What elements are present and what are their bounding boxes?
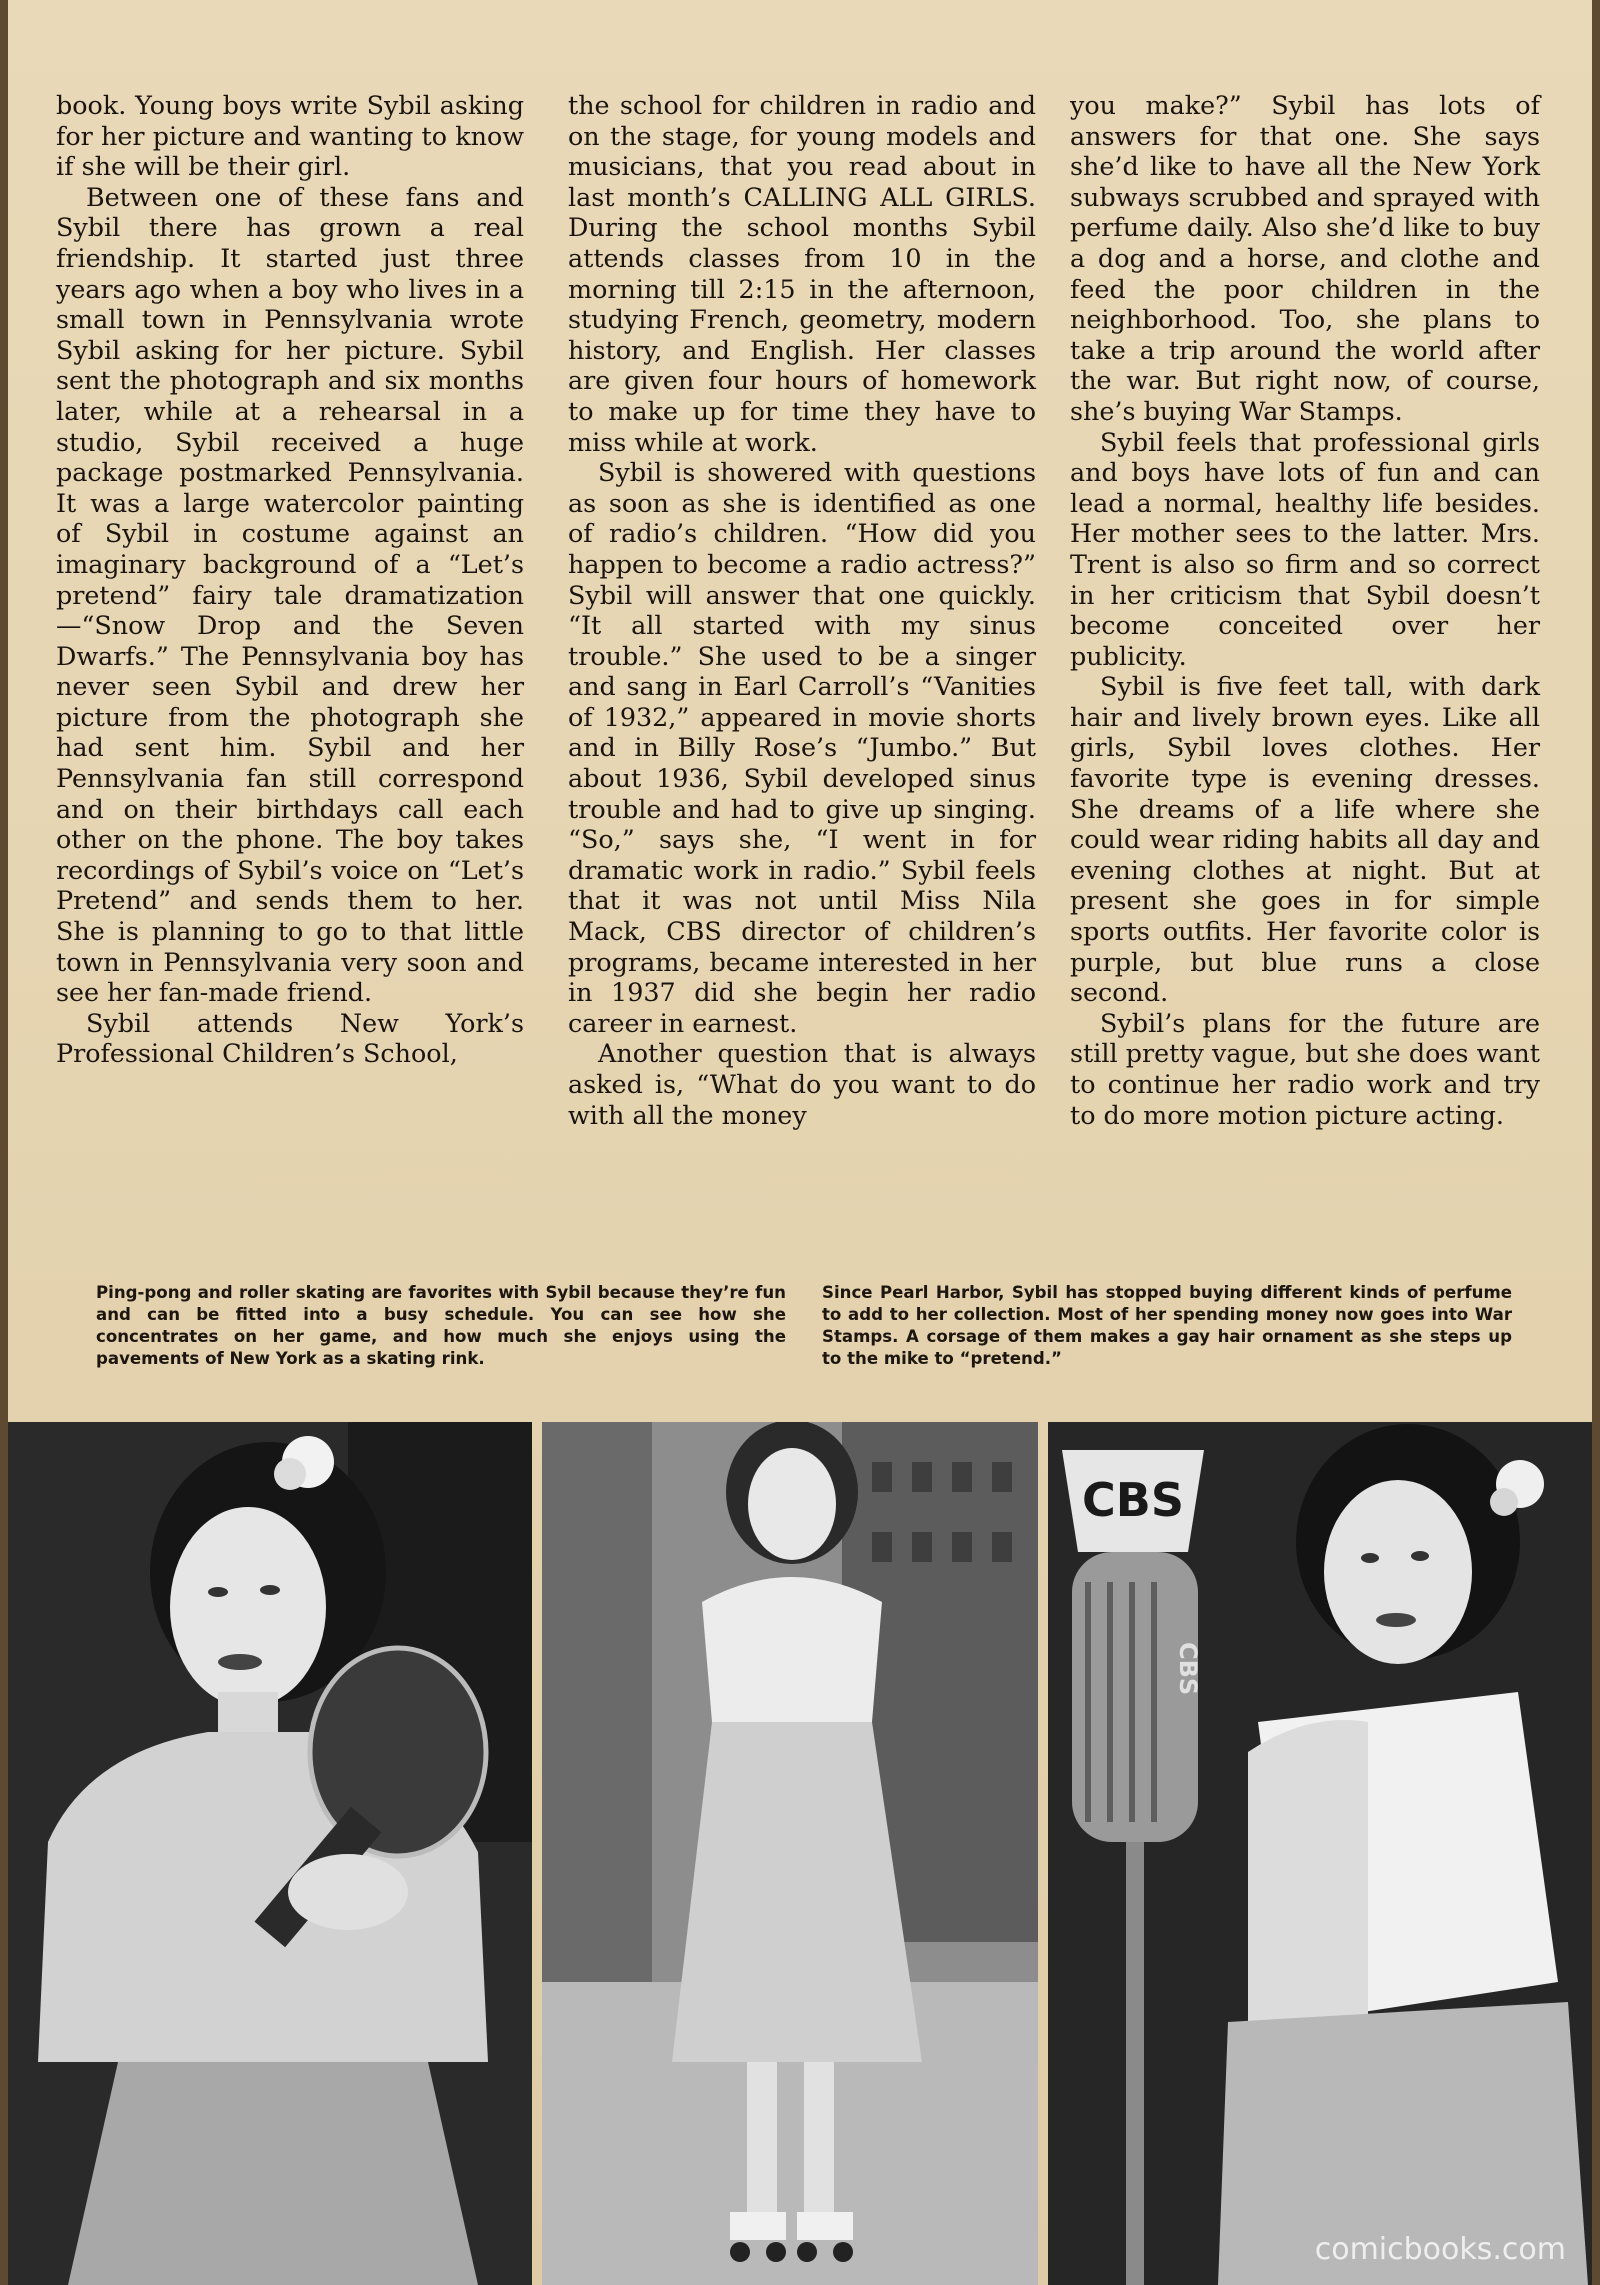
article-paragraph: Sybil is showered with questions as soon as she is identified as one of radio’s children. “How did you happen to become a radio actress?” Sybil will answer that one quickly. “It all started with my sinus trouble.” She used to be a singer and sang in Earl Carroll’s “Vanities of 1932,” appeared in movie shorts and in Billy Rose’s “Jumbo.” But about 1936, Sybil developed sinus trouble and had to give up singing. “So,” says she, “I went in for dramatic work in radio.” Sybil feels that it was not until Miss Nila Mack, CBS director of children’s programs, became interested in her in 1937 did she begin her radio career in earnest.: [568, 457, 1036, 1038]
article-paragraph: you make?” Sybil has lots of answers for that one. She says she’d like to have all the New York subways scrubbed and sprayed with perfume daily. Also she’d like to buy a dog and a horse, and clothe and feed the poor children in the neighborhood. Too, she plans to take a trip around the world after the war. But right now, of course, she’s buying War Stamps.: [1070, 90, 1540, 426]
article-paragraph: Sybil feels that professional girls and boys have lots of fun and can lead a normal, healthy life besides. Her mother sees to the latter. Mrs. Trent is also so firm and so correct in her criticism that Sybil doesn’t become conceited over her publicity.: [1070, 426, 1540, 671]
article-column-2: [568, 90, 1036, 1130]
article-column-1: [56, 90, 524, 1069]
magazine-page: [8, 0, 1592, 2285]
microphone-illustration: [1048, 1422, 1592, 2285]
roller-skating-illustration: [542, 1422, 1038, 2285]
cbs-sign-label: CBS: [1082, 1473, 1184, 1527]
article-paragraph: book. Young boys write Sybil asking for her picture and wanting to know if she will be their girl.: [56, 90, 524, 182]
article-paragraph: Sybil is five feet tall, with dark hair and lively brown eyes. Like all girls, Sybil loves clothes. Her favorite type is evening dresses. She dreams of a life where she could wear riding habits all day and evening clothes at night. But at present she goes in for simple sports outfits. Her favorite color is purple, but blue runs a close second.: [1070, 671, 1540, 1008]
photo-ping-pong: [8, 1422, 532, 2285]
mic-side-label: CBS: [1174, 1642, 1202, 1696]
photo-caption-right: Since Pearl Harbor, Sybil has stopped buying different kinds of perfume to add to her collection. Most of her spending money now goes into War Stamps. A corsage of them makes a gay hair ornament as she steps up to the mike to “pretend.”: [822, 1283, 1512, 1368]
article-paragraph: Sybil’s plans for the future are still pretty vague, but she does want to continue her radio work and try to do more motion picture acting.: [1070, 1007, 1540, 1130]
article-paragraph: Between one of these fans and Sybil there has grown a real friendship. It started just three years ago when a boy who lives in a small town in Pennsylvania wrote Sybil asking for her picture. Sybil sent the photograph and six months later, while at a rehearsal in a studio, Sybil received a huge package postmarked Pennsylvania. It was a large watercolor painting of Sybil in costume against an imaginary background of a “Let’s pretend” fairy tale dramatization—“Snow Drop and the Seven Dwarfs.” The Pennsylvania boy has never seen Sybil and drew her picture from the photograph she had sent him. Sybil and her Pennsylvania fan still correspond and on their birthdays call each other on the phone. The boy takes recordings of Sybil’s voice on “Let’s Pretend” and sends them to her. She is planning to go to that little town in Pennsylvania very soon and see her fan-made friend.: [56, 181, 524, 1008]
site-watermark: comicbooks.com: [1314, 2232, 1566, 2267]
article-paragraph: Another question that is always asked is, “What do you want to do with all the money: [568, 1038, 1036, 1130]
photo-cbs-microphone: [1048, 1422, 1592, 2285]
article-column-3: [1070, 90, 1540, 1130]
photo-caption-left: Ping-pong and roller skating are favorites with Sybil because they’re fun and can be fitted into a busy schedule. You can see how she concentrates on her game, and how much she enjoys using the pavements of New York as a skating rink.: [96, 1283, 786, 1368]
ping-pong-illustration: [8, 1422, 532, 2285]
article-paragraph: Sybil attends New York’s Professional Children’s School,: [56, 1007, 524, 1069]
photo-roller-skating: [542, 1422, 1038, 2285]
article-paragraph: the school for children in radio and on the stage, for young models and musicians, that you read about in last month’s CALLING ALL GIRLS. During the school months Sybil attends classes from 10 in the morning till 2:15 in the afternoon, studying French, geometry, modern history, and English. Her classes are given four hours of homework to make up for time they have to miss while at work.: [568, 90, 1036, 457]
